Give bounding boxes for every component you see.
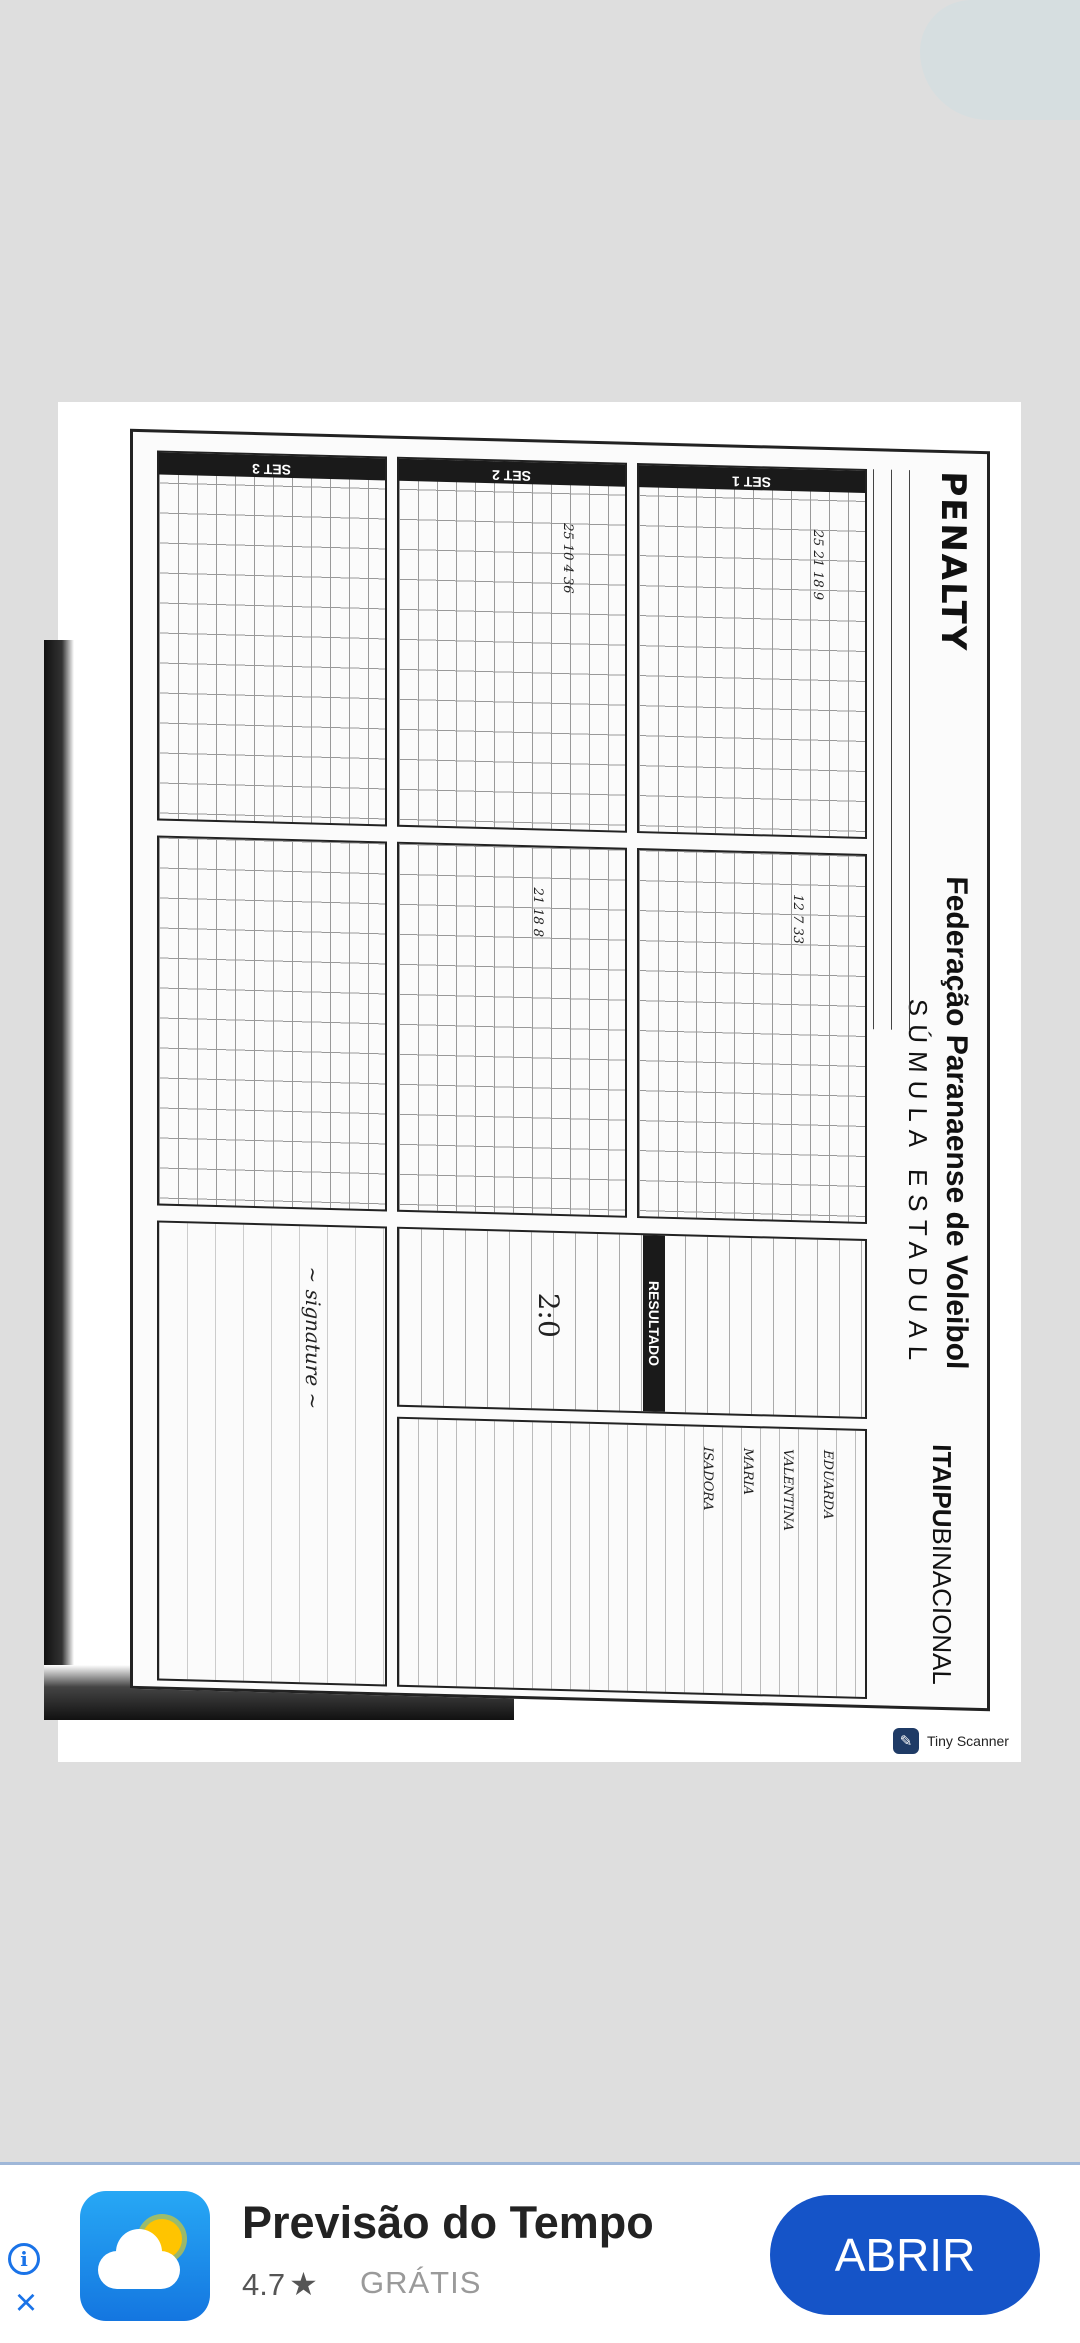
handwriting: 25 10 4 36 [560, 523, 575, 594]
info-line [873, 469, 891, 1029]
result-box [397, 1227, 867, 1419]
corner-decoration [920, 0, 1080, 120]
open-app-button[interactable]: ABRIR [770, 2195, 1040, 2315]
info-line [909, 470, 927, 1030]
score-sheet-photo [130, 430, 990, 1710]
set-1-label: SET 1 [639, 465, 865, 493]
team-roster [397, 1417, 867, 1699]
ad-rating [242, 2265, 318, 2303]
scanner-watermark [893, 1728, 1009, 1754]
weather-app-icon[interactable] [80, 2191, 210, 2321]
handwriting: 25 21 18 9 [810, 529, 825, 601]
set-2-team-a [397, 457, 627, 833]
ad-banner[interactable] [0, 2162, 1080, 2343]
ad-close-icon[interactable]: × [14, 2282, 38, 2324]
score-sheet [130, 429, 990, 1712]
set-1-team-a [637, 463, 867, 839]
set-3-team-b [157, 835, 387, 1211]
cloud-icon [98, 2251, 180, 2289]
set-2-team-b [397, 842, 627, 1218]
rating-value: 4.7 [242, 2267, 286, 2302]
result-label: RESULTADO [643, 1235, 665, 1412]
watermark-label: Tiny Scanner [927, 1733, 1009, 1749]
penalty-logo: PENALTY [933, 470, 973, 653]
ad-app-name[interactable]: Previsão do Tempo [242, 2197, 654, 2248]
signature: ~ signature ~ [301, 1266, 325, 1410]
ad-info-icon[interactable]: i [8, 2243, 40, 2275]
ad-price: GRÁTIS [360, 2265, 482, 2300]
info-line [891, 470, 909, 1030]
signatures-box [157, 1220, 387, 1686]
handwriting: EDUARDA [820, 1449, 835, 1520]
sponsor-logo [926, 1444, 957, 1686]
handwriting: 12 7 33 [790, 894, 805, 945]
handwriting: VALENTINA [780, 1448, 795, 1532]
set-3-label: SET 3 [159, 452, 385, 480]
handwriting: ISADORA [700, 1446, 715, 1511]
sponsor-bold: ITAIPU [927, 1443, 957, 1528]
star-icon: ★ [289, 2266, 318, 2302]
tiny-scanner-icon: ✎ [893, 1728, 919, 1754]
handwriting: MARIA [740, 1447, 755, 1496]
sponsor-rest: BINACIONAL [927, 1527, 957, 1686]
federation-title: Federação Paranaense de Voleibol [940, 875, 973, 1370]
scan-shadow-left [44, 640, 74, 1720]
set-1-team-b [637, 848, 867, 1224]
handwriting: 21 18 8 [530, 887, 545, 938]
match-info-lines [873, 469, 927, 1030]
set-3-team-a [157, 450, 387, 826]
sheet-title: SÚMULA ESTADUAL [903, 998, 933, 1369]
final-score: 2:0 [532, 1292, 565, 1339]
set-2-label: SET 2 [399, 459, 625, 487]
